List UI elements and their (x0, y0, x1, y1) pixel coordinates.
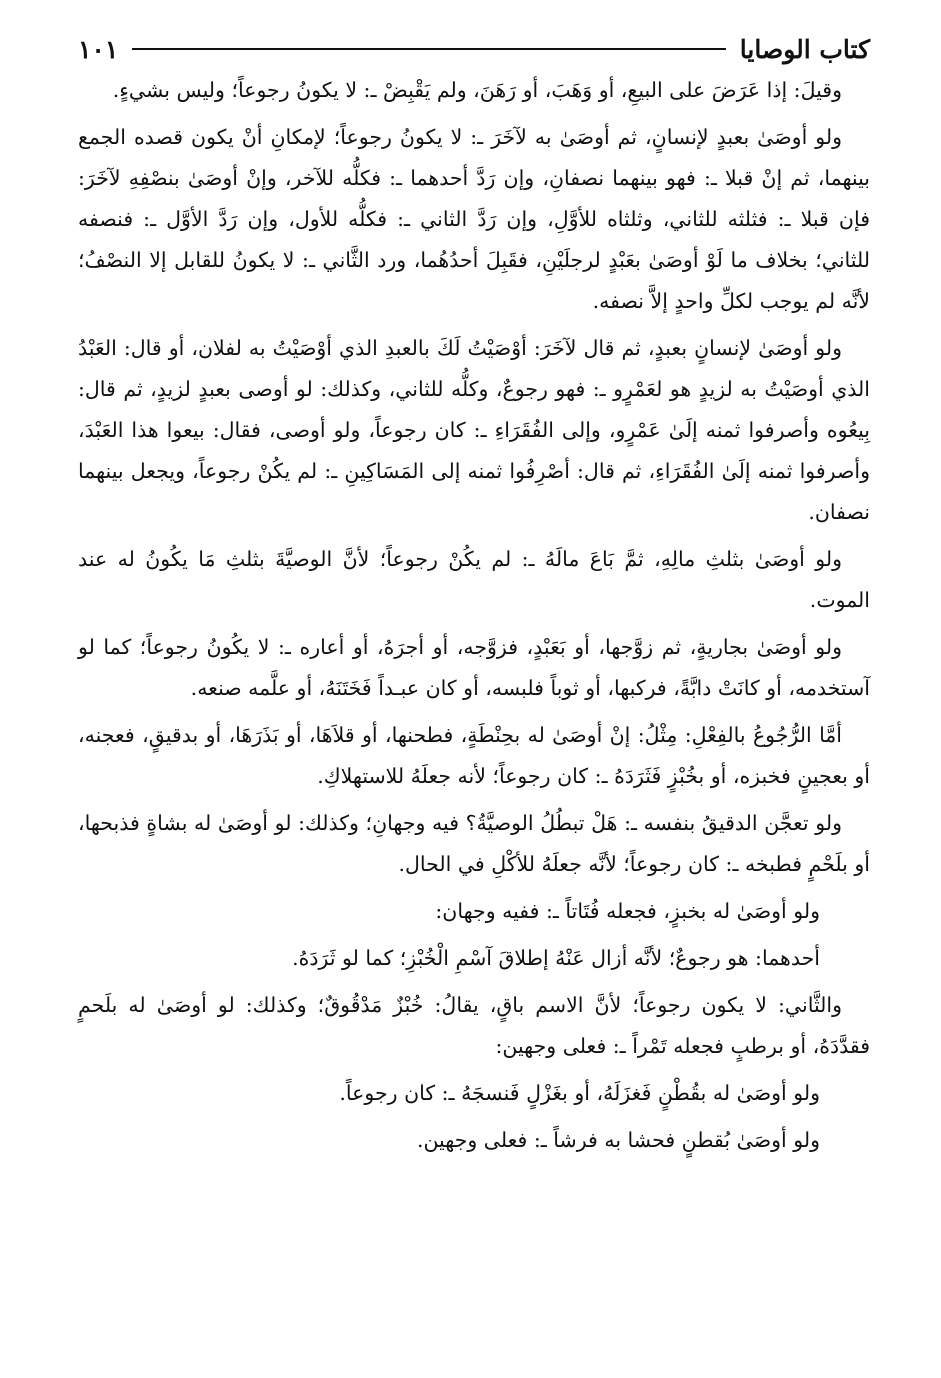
paragraph-9: أحدهما: هو رجوعٌ؛ لأنَّه أزال عَنْهُ إطلاقَ آسْمِ الْخُبْزِ؛ كما لو ثَرَدَهُ. (292, 946, 820, 970)
page-number: ١٠١ (78, 34, 119, 64)
paragraph-12: ولو أوصَىٰ بُقطنٍ فحشا به فرشاً ـ: فعلى وجهين. (416, 1128, 820, 1152)
running-header (78, 28, 870, 70)
paragraph-3: ولو أوصَىٰ لإنسانٍ بعبدٍ، ثم قال لآخَرَ: أوْصَيْتُ لَكَ بالعبدِ الذي أوْصَيْتُ به لفلان، أو قال: العَبْدُ الذي أوصَيْتُ به لزيدٍ هو لعَمْرٍو ـ: فهو رجوعٌ، وكلُّه للثاني، وكذلك: لو أوصى بعبدٍ لزيدٍ، ثم قال: بِيعُوه وأصرفوا ثمنه إلَىٰ عَمْرٍو، وإلى الفُقَرَاءِ ـ: كان رجوعاً، ولو أوصى، فقال: بيعوا هذا العَبْدَ، وأصرفوا ثمنه إلَىٰ الفُقَرَاءِ، ثم قال: أصْرِفُوا ثمنه إلى المَسَاكِينِ ـ: لم يكُنْ رجوعاً، ويجعل بينهما نصفان. (78, 336, 870, 524)
paragraph-10: والثَّاني: لا يكون رجوعاً؛ لأنَّ الاسم باقٍ، يقالُ: خُبْزٌ مَدْقُوقٌ؛ وكذلك: لو أوصَىٰ له بلَحمٍ فقدَّدَهُ، أو برطبٍ فجعله تَمْراً ـ: فعلى وجهين: (78, 993, 870, 1058)
paragraph-5: ولو أوصَىٰ بجاريةٍ، ثم زوَّجها، أو بَعَبْدٍ، فزوَّجه، أو أجرَهُ، أو أعاره ـ: لا يكُونُ رجوعاً؛ كما لو آستخدمه، أو كانَتْ دابَّةً، فركبها، أو ثوباً فلبسه، أو كان عبـداً فَخَتَنَهُ، أو علَّمه صنعه. (78, 635, 870, 700)
book-title: كتاب الوصايا (739, 34, 870, 64)
paragraph-1: وقيلَ: إذا عَرَضَ على البيعِ، أو وَهَبَ، أو رَهَنَ، ولم يَقْبِضْ ـ: لا يكونُ رجوعاً؛ وليس بشيءٍ. (112, 78, 842, 102)
paragraph-8: ولو أوصَىٰ له بخبزٍ، فجعله فُتَاتاً ـ: ففيه وجهان: (435, 899, 820, 923)
paragraph-11: ولو أوصَىٰ له بقُطْنٍ فَغزَلَهُ، أو بغَزْلٍ فَنسجَهُ ـ: كان رجوعاً. (339, 1081, 820, 1105)
paragraph-4: ولو أوصَىٰ بثلثِ مالِهِ، ثمَّ بَاعَ مالَهُ ـ: لم يكُنْ رجوعاً؛ لأنَّ الوصيَّةَ بثلثِ مَا يكُونُ له عند الموت. (78, 547, 870, 612)
paragraph-6: أمَّا الرُّجُوعُ بالفِعْلِ: مِثْلُ: إنْ أوصَىٰ له بحِنْطَةٍ، فطحنها، أو قلاَهَا، أو بَذَرَهَا، أو بدقيقٍ، فعجنه، أو بعجينٍ فخبزه، أو بخُبْزٍ فَثَرَدَهُ ـ: كان رجوعاً؛ لأنه جعلَهُ للاستهلاكِ. (78, 723, 870, 788)
paragraph-7: ولو تعجَّن الدقيقُ بنفسه ـ: هَلْ تبطُلُ الوصيَّةُ؟ فيه وجهانِ؛ وكذلك: لو أوصَىٰ له بشاةٍ فذبحها، أو بلَحْمٍ فطبخه ـ: كان رجوعاً؛ لأنَّه جعلَهُ للأكْلِ في الحال. (78, 811, 870, 876)
book-page (78, 28, 870, 1348)
header-rule (132, 48, 726, 50)
paragraph-2: ولو أوصَىٰ بعبدٍ لإنسانٍ، ثم أوصَىٰ به لآخَرَ ـ: لا يكونُ رجوعاً؛ لإمكانِ أنْ يكون قصده الجمع بينهما، ثم إنْ قبلا ـ: فهو بينهما نصفانِ، وإن رَدَّ أحدهما ـ: فكلُّه للآخر، وإنْ أوصَىٰ بنصْفِهِ لآخَرَ: فإن قبلا ـ: فثلثه للثاني، وثلثاه للأوَّلِ، وإن رَدَّ الثاني ـ: فكلُّه للأول، وإن رَدَّ الأوَّل ـ: فنصفه للثاني؛ بخلاف ما لَوْ أوصَىٰ بعَبْدٍ لرجلَيْنِ، فقَبِلَ أحدُهُما، ورد الثَّاني ـ: لا يكونُ للقابل إلا النصْفُ؛ لأنَّه لم يوجب لكلِّ واحدٍ إلاَّ نصفه. (78, 125, 870, 313)
